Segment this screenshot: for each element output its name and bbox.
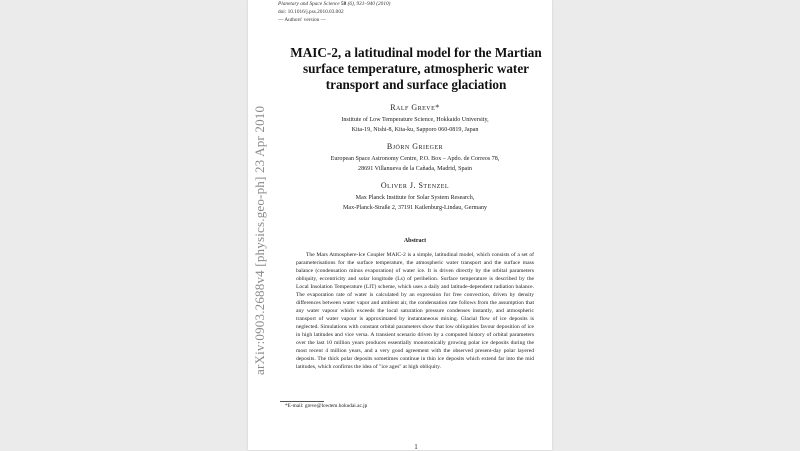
title-line-2: surface temperature, atmospheric water xyxy=(302,61,530,76)
paper-title xyxy=(268,45,564,93)
abstract-heading: Abstract xyxy=(403,238,427,244)
author-name: Ralf Greve* xyxy=(390,103,440,112)
title-line-1: MAIC-2, a latitudinal model for the Martian xyxy=(290,45,542,60)
author-affiliation xyxy=(270,116,560,135)
journal-header xyxy=(278,0,390,24)
affiliation-line: Kita-19, Nishi-8, Kita-ku, Sapporo 060-0819, Japan xyxy=(351,126,479,133)
affiliation-line: Max-Planck-Straße 2, 37191 Katlenburg-Lindau, Germany xyxy=(342,204,488,211)
affiliation-line: Max Planck Institute for Solar System Research, xyxy=(355,195,475,201)
affiliation-line: Institute of Low Temperature Science, Hokkaido University, xyxy=(341,117,489,123)
author-name: Björn Grieger xyxy=(386,142,444,151)
doi-link[interactable]: doi: 10.1016/j.pss.2010.03.002 xyxy=(278,9,344,15)
title-line-3: transport and surface glaciation xyxy=(325,77,507,92)
journal-issue-pages: (6), 931–940 (2010) xyxy=(346,1,391,7)
journal-volume: 58 xyxy=(340,1,347,7)
affiliation-line: European Space Astronomy Centre, P.O. Box – Apdo. de Correos 78, xyxy=(330,156,500,162)
arxiv-identifier-stamp[interactable]: arXiv:0903.2688v4 [physics.geo-ph] 23 Apr 2010 xyxy=(252,105,267,375)
affiliation-line: 28691 Villanueva de la Cañada, Madrid, Spain xyxy=(358,165,472,172)
author-name: Oliver J. Stenzel xyxy=(380,181,450,190)
journal-citation xyxy=(278,0,390,8)
author-affiliation xyxy=(270,155,560,174)
page-number: 1 xyxy=(414,443,418,451)
journal-name: Planetary and Space Science xyxy=(278,1,341,7)
footnote-email: *E-mail: greve@lowtem.hokudai.ac.jp xyxy=(285,403,368,409)
footnote-divider xyxy=(280,401,324,402)
abstract-body: The Mars Atmosphere-Ice Coupler MAIC-2 is a simple, latitudinal model, which consists of a set of parameterisations for the surface temperature, the atmospheric water transport and the surface mass balance (condensation minus evaporation) of water ice. It is driven directly by the orbital parameters obliquity, eccentricity and solar longitude (Ls) of perihelion. Surface temperature is described by the Local Insolation Temperature (LIT) scheme, which uses a daily and latitude-dependent radiation balance. The evaporation rate of water is calculated by an expression for free convection, driven by density differences between water vapor and ambient air, the condensation rate follows from the assumption that any water vapour which exceeds the local saturation pressure condenses instantly, and atmospheric transport of water vapour is approximated by instantaneous mixing. Glacial flow of ice deposits is neglected. Simulations with constant orbital parameters show that low obliquities favour deposition of ice in high latitudes and vice versa. A transient scenario driven by a computed history of orbital parameters over the last 10 million years produces essentially monotonically growing polar ice deposits during the most recent 4 million years, and a very good agreement with the observed present-day polar layered deposits. The thick polar deposits sometimes continue in thin ice deposits which extend far into the mid latitudes, which confirms the idea of "ice ages" at high obliquity. xyxy=(296,252,534,371)
version-note: — Authors' version — xyxy=(278,17,326,23)
author-affiliation xyxy=(270,194,560,213)
